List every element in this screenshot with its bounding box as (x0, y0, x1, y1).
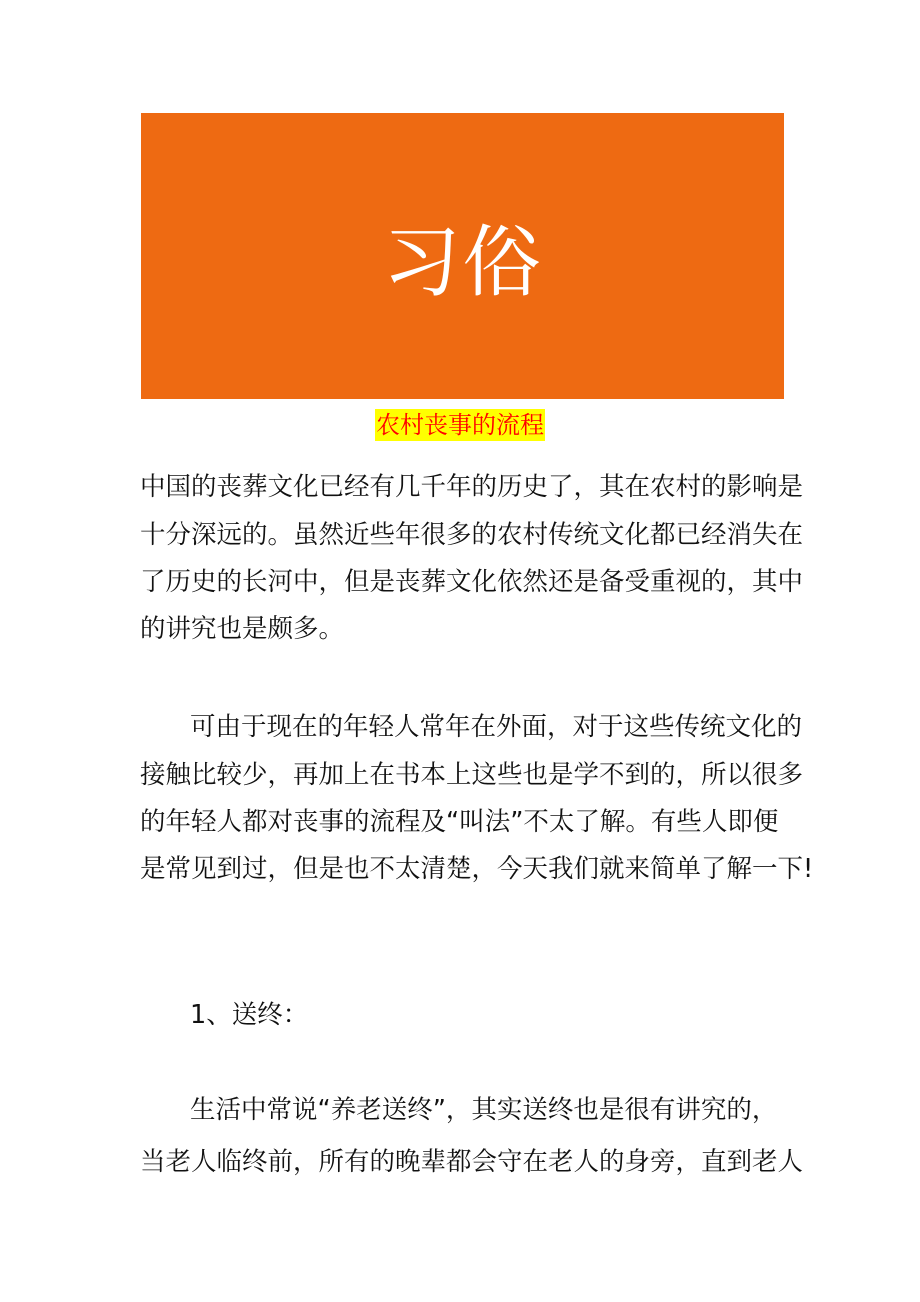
section-heading: 1、送终： (190, 1000, 309, 1030)
paragraph-3-line: 当老人临终前，所有的晚辈都会守在老人的身旁，直到老人 (140, 1147, 804, 1177)
banner-image (141, 113, 784, 399)
paragraph-3-line: 生活中常说“养老送终”，其实送终也是很有讲究的， (190, 1095, 778, 1125)
paragraph-1-line: 十分深远的。虽然近些年很多的农村传统文化都已经消失在 (140, 520, 804, 550)
paragraph-2-line: 可由于现在的年轻人常年在外面，对于这些传统文化的 (190, 712, 803, 742)
paragraph-2-line: 接触比较少，再加上在书本上这些也是学不到的，所以很多 (140, 760, 804, 790)
paragraph-1-line: 了历史的长河中，但是丧葬文化依然还是备受重视的，其中 (140, 567, 804, 597)
banner-text: 习俗 (382, 218, 543, 308)
paragraph-2-line: 是常见到过，但是也不太清楚，今天我们就来简单了解一下! (140, 854, 814, 884)
paragraph-1-line: 中国的丧葬文化已经有几千年的历史了，其在农村的影响是 (140, 472, 804, 502)
title-text: 农村丧事的流程 (376, 411, 544, 439)
paragraph-2-line: 的年轻人都对丧事的流程及“叫法”不太了解。有些人即便 (140, 807, 779, 837)
paragraph-1-line: 的讲究也是颇多。 (140, 614, 345, 644)
article-title (0, 408, 920, 442)
